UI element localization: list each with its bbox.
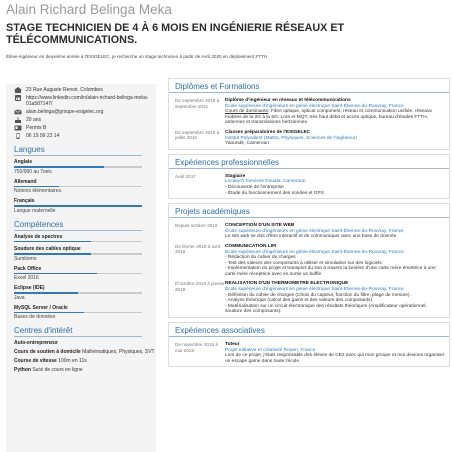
projects-title: Projets académiques bbox=[169, 204, 449, 218]
experience-entries bbox=[169, 172, 449, 198]
entry-date: Depuis octobre 2019 bbox=[175, 223, 218, 229]
entry-detail-line bbox=[225, 191, 445, 197]
languages-item-level: 750/990 au Toeic bbox=[14, 168, 52, 175]
associative-title: Expériences associatives bbox=[169, 323, 449, 337]
entry-title: REALISATION D'UN THERMOMETRE ELECTRONIQUE bbox=[225, 281, 349, 287]
birthday-icon bbox=[14, 117, 22, 123]
associative-entry bbox=[169, 340, 449, 366]
contact-row bbox=[14, 87, 156, 93]
entry-content bbox=[225, 223, 445, 240]
level-bar-fill bbox=[14, 205, 142, 207]
languages-item-name: Anglais bbox=[14, 159, 33, 165]
education-entry bbox=[169, 96, 449, 128]
entry-content bbox=[225, 174, 445, 196]
entry-title: Tuteur bbox=[225, 342, 240, 348]
languages-item bbox=[14, 198, 156, 214]
license-icon bbox=[14, 125, 22, 131]
level-bar bbox=[14, 312, 142, 314]
left-sidebar bbox=[6, 84, 156, 452]
entry-title: Diplôme d'ingénieur en réseaux et télécommunications bbox=[225, 98, 351, 103]
entry-date: De septembre 2016 à juillet 2018 bbox=[175, 129, 220, 141]
skills-item-name: MySQL Server / Oracle bbox=[14, 304, 68, 311]
main-column bbox=[168, 78, 450, 371]
level-bar-fill bbox=[14, 186, 59, 188]
entry-detail-text: Le site web se doit d'être interactif et de communiquer avec une base de donnée. bbox=[225, 234, 398, 240]
level-bar bbox=[14, 205, 142, 207]
languages-item-level: Notions élémentaires. bbox=[14, 188, 63, 194]
level-bar-fill bbox=[14, 241, 91, 243]
entry-title: Classes préparatoires de l'ESIGELEC bbox=[225, 129, 311, 135]
entry-detail-line bbox=[225, 109, 445, 126]
interest-item bbox=[14, 340, 156, 346]
entry-organization[interactable]: École supérieure d'ingénieurs en génie électrique Saint-Étienne-du-Rouvray, France bbox=[225, 287, 404, 293]
entry-organization[interactable]: Projet Initiative et créativité Rouen, France bbox=[225, 347, 316, 353]
contact-row bbox=[14, 109, 156, 115]
entry-content bbox=[225, 98, 445, 126]
entry-content bbox=[225, 130, 445, 147]
education-title: Diplômes et Formations bbox=[169, 79, 449, 93]
entry-organization[interactable]: École supérieure d'ingénieurs en génie électrique Saint-Étienne-du-Rouvray, France bbox=[225, 249, 404, 255]
entry-content bbox=[225, 342, 445, 364]
contact-row bbox=[14, 133, 156, 139]
entry-organization[interactable]: Localech Services Douala, Cameroun bbox=[225, 179, 306, 185]
contact-text: 06 19 99 23 14 bbox=[26, 133, 60, 139]
entry-detail-text: Yaoundé, Cameroun bbox=[225, 141, 269, 147]
education-section bbox=[168, 78, 450, 150]
projects-entry bbox=[169, 221, 449, 242]
entry-detail-text: - Implémentation du projet et transport du son à travers la lumière d'une carte mère émettrice à une carte mère réceptrice avec en sortie un baffle bbox=[225, 266, 436, 277]
interest-detail: Mathématiques, Physiques, SVT bbox=[82, 349, 155, 355]
entry-detail-line bbox=[225, 266, 445, 277]
entry-title: Stagiaire bbox=[225, 173, 246, 179]
skills-item-level: Bases de données bbox=[14, 314, 56, 320]
contact-row bbox=[14, 125, 156, 131]
entry-detail-text: - Découverte de l'entreprise bbox=[225, 184, 284, 190]
languages-title: Langues bbox=[14, 145, 142, 156]
interest-item bbox=[14, 367, 156, 373]
skills-title: Compétences bbox=[14, 220, 142, 231]
entry-detail-line bbox=[225, 304, 445, 315]
entry-date: De septembre 2018 à septembre 2021 bbox=[175, 98, 220, 109]
skills-item bbox=[14, 246, 156, 262]
contact-block bbox=[6, 84, 156, 139]
interest-detail: Suivi de cours en ligne bbox=[32, 367, 83, 373]
skills-item-name: Pack Office bbox=[14, 265, 42, 272]
entry-detail-text: Lors de ce projet, j'étais responsable des élèves de CE2 avec qui mon groupe et moi devions organiser un escape game dans toute l'école. bbox=[225, 353, 445, 364]
entry-detail-line bbox=[225, 234, 445, 240]
skills-item bbox=[14, 285, 156, 301]
entry-date: De février 2018 à avril 2018 bbox=[175, 243, 220, 255]
level-bar-fill bbox=[14, 273, 97, 275]
interests-section bbox=[6, 326, 156, 373]
skills-section bbox=[6, 220, 156, 321]
level-bar-fill bbox=[14, 253, 91, 255]
entry-title: COMMUNICATION LIFI bbox=[225, 243, 277, 249]
languages-item-level: Langue maternelle bbox=[14, 207, 56, 214]
entry-detail-text: - Matérialisation sur un circuit électronique des résultats théoriques (Amplificateur opérationnel, soudure des composants). bbox=[225, 303, 427, 315]
entry-organization[interactable]: École supérieure d'ingénieurs en génie électrique Saint-Étienne-du-Rouvray, France bbox=[225, 103, 404, 109]
entry-date: D'octobre 2018 à janvier 2019 bbox=[175, 281, 225, 292]
interests-list bbox=[14, 340, 156, 373]
entry-detail-text: - Définition du cahier de charges (Choix du capteur, fonction du filtre, plage de mesure). bbox=[225, 292, 411, 298]
level-bar-fill bbox=[14, 312, 84, 314]
interest-item bbox=[14, 349, 156, 355]
interest-detail: 100m en 11s bbox=[58, 358, 87, 364]
entry-organization[interactable]: Institut Polyvalent (Maths, Physiques, Sciences de l'ingénieur) bbox=[225, 135, 357, 141]
languages-item bbox=[14, 159, 156, 175]
projects-entries bbox=[169, 221, 449, 317]
entry-date: Août 2017 bbox=[175, 173, 196, 179]
entry-detail-text: - Étude du fonctionnement des sondes et GPS bbox=[225, 190, 324, 196]
linkedin-icon bbox=[14, 95, 22, 101]
skills-item bbox=[14, 305, 156, 321]
interest-name: Course de vitesse bbox=[14, 358, 57, 364]
entry-detail-text: - Analyse théorique (calcul des gains et des valeurs des composants). bbox=[225, 298, 374, 304]
resume-summary: Élève-ingénieur en deuxième année à l'ESIGELEC, je recherche un stage technicien à partir de Avril 2020 en déploiement FTTH. bbox=[6, 54, 269, 59]
contact-text[interactable]: https://www.linkedin.com/in/alain-richard-belinga-meka-01a587147/ bbox=[26, 95, 149, 107]
level-bar bbox=[14, 241, 142, 243]
projects-entry bbox=[169, 279, 449, 317]
entry-detail-line bbox=[225, 141, 445, 147]
skills-item-level: Java bbox=[14, 294, 25, 301]
languages-section bbox=[6, 145, 156, 214]
level-bar bbox=[14, 166, 142, 168]
entry-content bbox=[225, 281, 445, 315]
skills-list bbox=[14, 234, 156, 321]
contact-text: 23 Rue Auguste Renoir, Colombes bbox=[26, 87, 103, 93]
level-bar-fill bbox=[14, 166, 104, 168]
skills-item bbox=[14, 266, 156, 282]
languages-item-name: Allemand bbox=[14, 178, 37, 185]
skills-item-level: Sumitomo bbox=[14, 255, 37, 262]
level-bar-fill bbox=[14, 292, 78, 294]
resume-headline: STAGE TECHNICIEN DE 4 À 6 MOIS EN INGÉNIERIE RÉSEAUX ET TÉLÉCOMMUNICATIONS. bbox=[6, 22, 345, 46]
projects-section bbox=[168, 203, 450, 318]
entry-detail-text: : Fibre optique, optical component, réseau et communication unifiée, réseaux mobiles de la 2G à la 5G, Lora et MQT, très haut débit et accès optique, bureau d'études FTTH, antennes et transmissions hertziennes. bbox=[225, 109, 432, 126]
interest-item bbox=[14, 358, 156, 364]
experience-section bbox=[168, 154, 450, 199]
level-bar bbox=[14, 273, 142, 275]
candidate-name: Alain Richard Belinga Meka bbox=[6, 2, 172, 17]
contact-row bbox=[14, 117, 156, 123]
skills-item-level: Excel 2016 bbox=[14, 275, 39, 281]
skills-item bbox=[14, 234, 156, 243]
entry-detail-text: - Rédaction du cahier de charges bbox=[225, 255, 296, 261]
contact-text[interactable]: alain.belinga@groupe-esigelec.org bbox=[26, 109, 104, 115]
entry-title: CONCEPTION D'UN SITE WEB bbox=[225, 223, 295, 229]
entry-content bbox=[225, 244, 445, 278]
languages-item bbox=[14, 179, 156, 195]
skills-item-name: Eclipse (IDE) bbox=[14, 285, 45, 291]
experience-entry bbox=[169, 172, 449, 198]
skills-item-name: Soudure des cables optique bbox=[14, 246, 81, 252]
entry-date: De novembre 2018 à mai 2019 bbox=[175, 342, 218, 353]
skills-item-name: Analyse de spectres bbox=[14, 233, 63, 240]
associative-section bbox=[168, 322, 450, 367]
languages-list bbox=[14, 159, 156, 214]
entry-underlined-label: Cours de dominante bbox=[225, 109, 269, 115]
contact-text: Permis B bbox=[26, 125, 47, 131]
home-icon bbox=[14, 87, 22, 93]
interest-name: Auto-entrepreneur bbox=[14, 340, 58, 346]
experience-title: Expériences professionnelles bbox=[169, 155, 449, 169]
contact-row bbox=[14, 95, 156, 107]
mail-icon bbox=[14, 109, 22, 115]
interest-name: Python bbox=[14, 367, 31, 373]
education-entries bbox=[169, 96, 449, 149]
entry-detail-line bbox=[225, 353, 445, 364]
contact-text: 20 ans bbox=[26, 117, 42, 123]
level-bar bbox=[14, 186, 142, 188]
level-bar bbox=[14, 253, 142, 255]
associative-entries bbox=[169, 340, 449, 366]
education-entry bbox=[169, 128, 449, 149]
interests-title: Centres d'intérêt bbox=[14, 326, 142, 337]
interest-name: Cours de soutien à domicile bbox=[14, 349, 81, 355]
entry-detail-text: - Test des valeurs des composants à utiliser et simulation sur des logiciels bbox=[225, 260, 382, 266]
phone-icon bbox=[14, 133, 22, 139]
languages-item-name: Français bbox=[14, 198, 35, 204]
level-bar bbox=[14, 292, 142, 294]
projects-entry bbox=[169, 242, 449, 280]
entry-organization[interactable]: École supérieure d'ingénieurs en génie électrique Saint-Étienne-du-Rouvray, France bbox=[225, 228, 404, 234]
